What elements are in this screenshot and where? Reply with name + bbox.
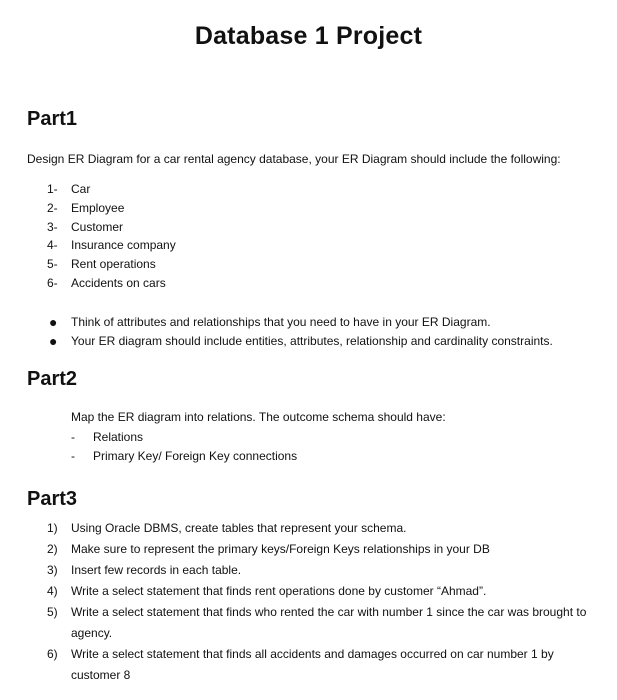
bullet-icon: ● — [49, 314, 58, 330]
item-number: 4) — [47, 584, 58, 598]
item-text: Accidents on cars — [71, 275, 166, 290]
item-text: Car — [71, 182, 91, 196]
part2-intro: Map the ER diagram into relations. The outcome schema should have: — [71, 410, 446, 424]
item-number: 5- — [47, 257, 58, 272]
item-number: 3) — [47, 563, 58, 577]
item-text: Think of attributes and relationships that you need to have in your ER Diagram. — [71, 315, 491, 329]
part1-heading: Part1 — [27, 108, 78, 130]
item-text: Insert few records in each table. — [71, 563, 242, 577]
item-number: 4- — [47, 238, 58, 253]
item-number: 1- — [47, 182, 58, 196]
item-text: Employee — [71, 200, 125, 215]
item-text: Write a select statement that finds rent operations done by customer “Ahmad”. — [71, 584, 487, 598]
item-number: 5) — [47, 605, 58, 619]
item-text: Make sure to represent the primary keys/Foreign Keys relationships in your DB — [71, 542, 490, 556]
item-number: 1) — [47, 521, 58, 535]
item-text: Relations — [93, 430, 144, 444]
item-text: Customer — [71, 219, 124, 234]
item-text: Insurance company — [71, 238, 176, 253]
item-number: 2- — [47, 200, 58, 215]
part2-heading: Part2 — [27, 368, 78, 390]
dash-icon: - — [71, 448, 75, 463]
part3-heading: Part3 — [27, 488, 78, 510]
item-text: Rent operations — [71, 257, 156, 272]
part1-intro: Design ER Diagram for a car rental agency database, your ER Diagram should include the following: — [27, 152, 561, 166]
item-text: Write a select statement that finds all accidents and damages occurred on car number 1 by customer 8 — [71, 647, 554, 682]
item-text: Your ER diagram should include entities, attributes, relationship and cardinality constraints. — [71, 333, 553, 348]
item-text: Write a select statement that finds who rented the car with number 1 since the car was brought to agency. — [71, 605, 587, 640]
dash-icon: - — [71, 430, 75, 444]
item-number: 6) — [47, 647, 58, 661]
item-text: Using Oracle DBMS, create tables that represent your schema. — [71, 521, 407, 535]
bullet-icon: ● — [49, 332, 58, 349]
item-number: 2) — [47, 542, 58, 556]
page-title: Database 1 Project — [194, 22, 423, 50]
item-number: 3- — [47, 219, 58, 234]
item-number: 6- — [47, 275, 58, 290]
item-text: Primary Key/ Foreign Key connections — [93, 448, 298, 463]
